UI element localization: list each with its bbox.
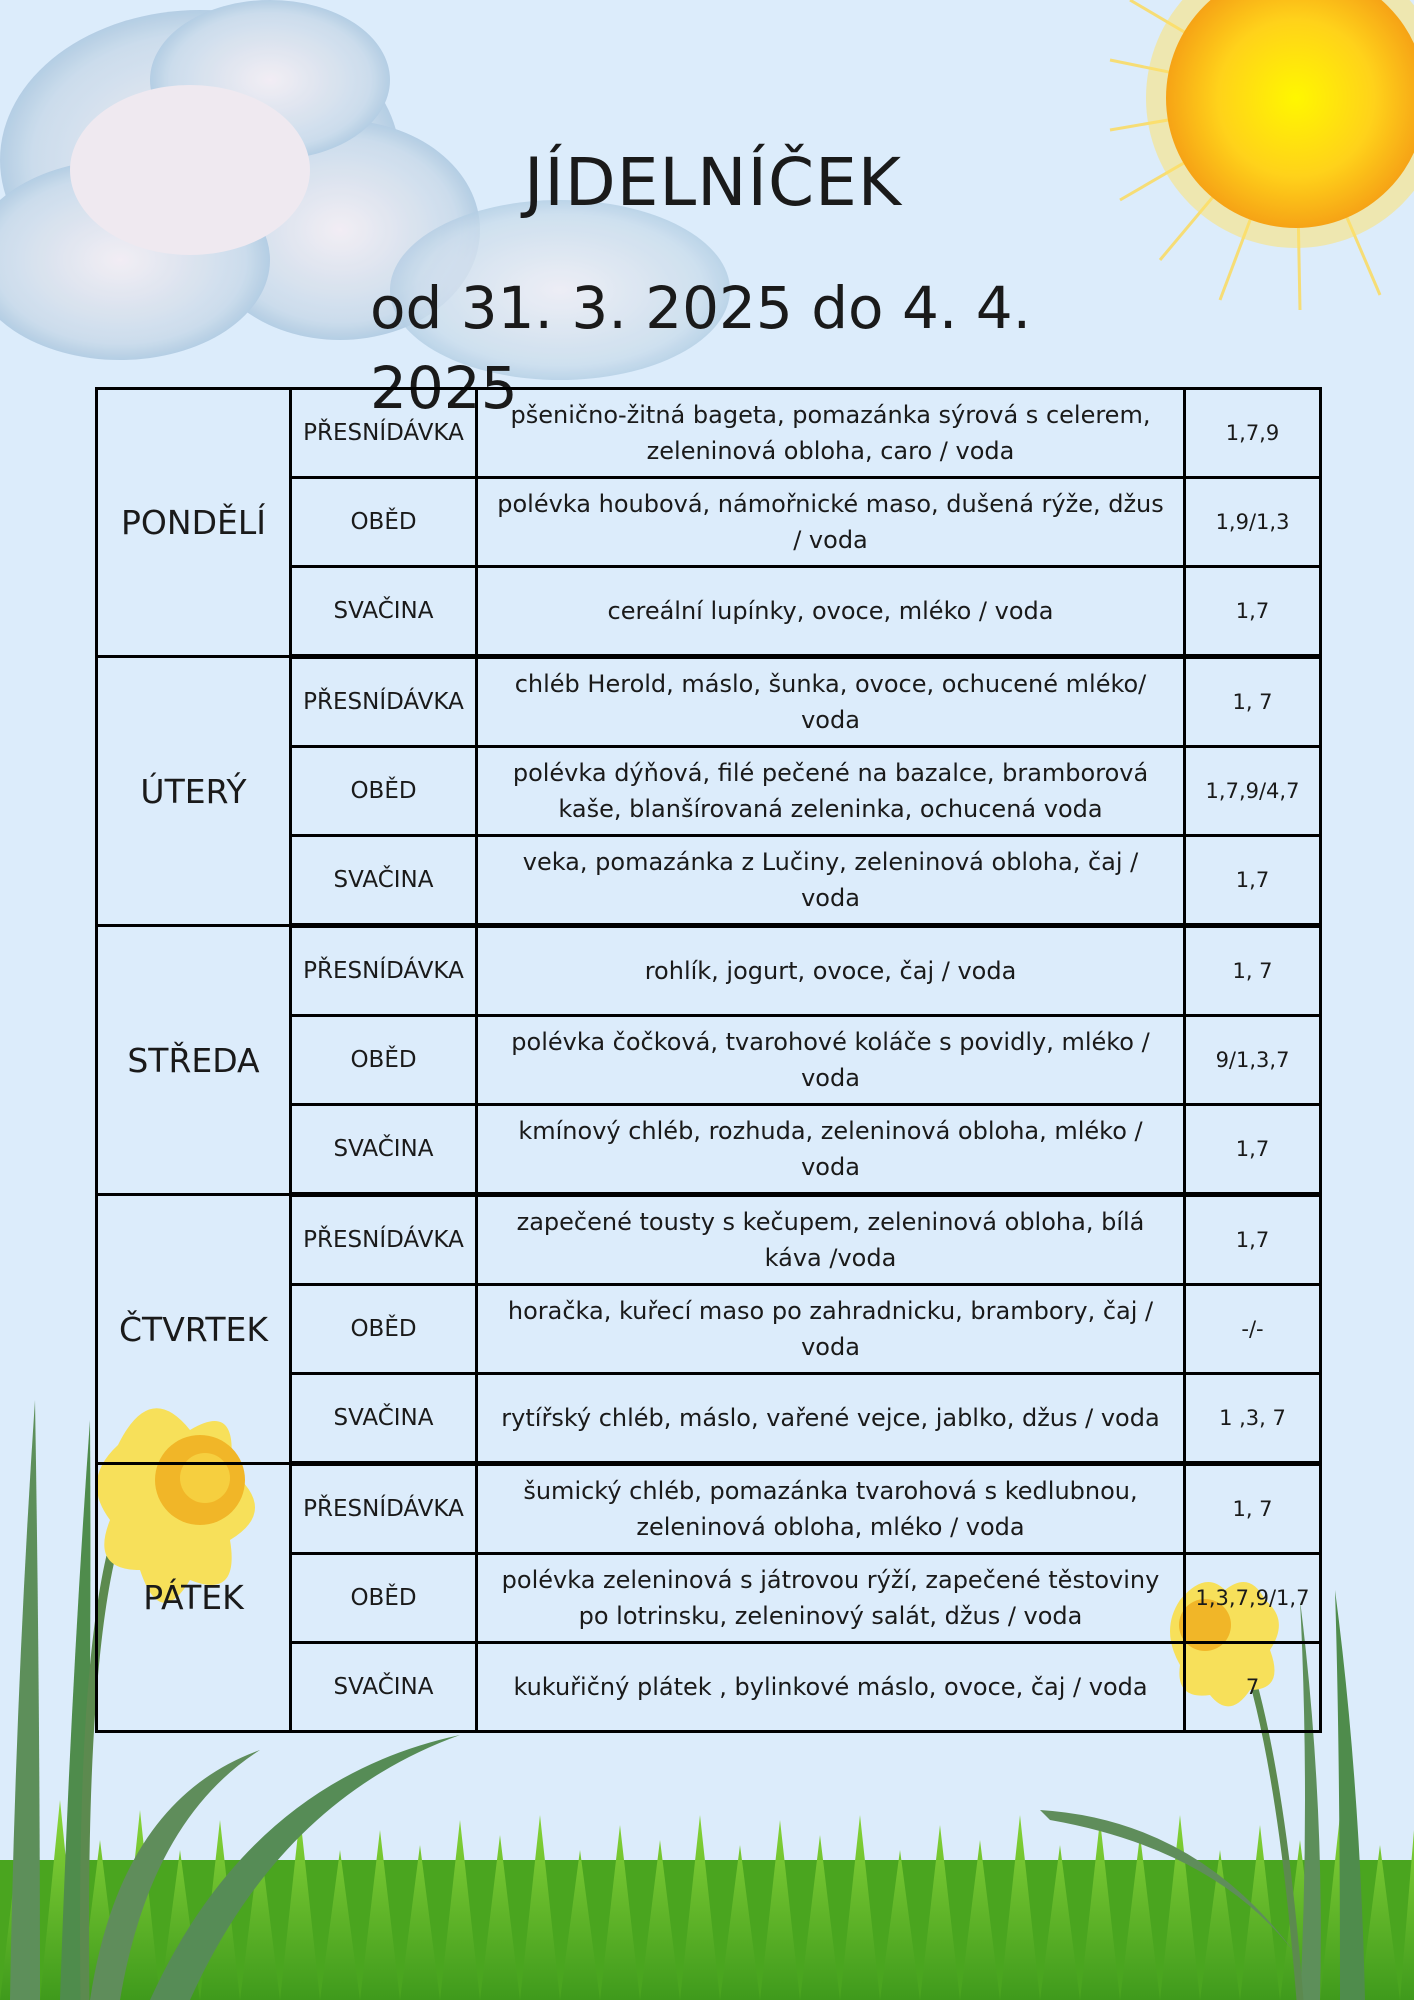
date-range: od 31. 3. 2025 do 4. 4. 2025 — [370, 274, 1032, 422]
allergen-codes: 1, 7 — [1185, 1464, 1321, 1554]
meal-label: PŘESNÍDÁVKA — [291, 1195, 477, 1285]
allergen-codes: 1 ,3, 7 — [1185, 1374, 1321, 1464]
allergen-codes: 1,7 — [1185, 1105, 1321, 1195]
meal-label: SVAČINA — [291, 567, 477, 657]
meal-label: OBĚD — [291, 1016, 477, 1105]
meal-label: PŘESNÍDÁVKA — [291, 389, 477, 478]
allergen-codes: 1,7 — [1185, 836, 1321, 926]
food-description: cereální lupínky, ovoce, mléko / voda — [477, 567, 1185, 657]
allergen-codes: 1,9/1,3 — [1185, 478, 1321, 567]
allergen-codes: 1,7 — [1185, 1195, 1321, 1285]
day-label: PONDĚLÍ — [97, 389, 291, 657]
food-description: zapečené tousty s kečupem, zeleninová obloha, bílá káva /voda — [477, 1195, 1185, 1285]
meal-label: PŘESNÍDÁVKA — [291, 1464, 477, 1554]
allergen-codes: 1, 7 — [1185, 657, 1321, 747]
menu-table — [95, 387, 1322, 1733]
food-description: kukuřičný plátek , bylinkové máslo, ovoce, čaj / voda — [477, 1643, 1185, 1732]
meal-label: OBĚD — [291, 478, 477, 567]
table-row — [97, 926, 1321, 1016]
food-description: kmínový chléb, rozhuda, zeleninová obloha, mléko / voda — [477, 1105, 1185, 1195]
food-description: rytířský chléb, máslo, vařené vejce, jablko, džus / voda — [477, 1374, 1185, 1464]
table-row — [97, 389, 1321, 478]
food-description: rohlík, jogurt, ovoce, čaj / voda — [477, 926, 1185, 1016]
meal-label: SVAČINA — [291, 836, 477, 926]
allergen-codes: 1,3,7,9/1,7 — [1185, 1554, 1321, 1643]
allergen-codes: 9/1,3,7 — [1185, 1016, 1321, 1105]
meal-label: SVAČINA — [291, 1643, 477, 1732]
food-description: polévka houbová, námořnické maso, dušená rýže, džus / voda — [477, 478, 1185, 567]
meal-label: OBĚD — [291, 1554, 477, 1643]
allergen-codes: 1,7 — [1185, 567, 1321, 657]
allergen-codes: 1,7,9/4,7 — [1185, 747, 1321, 836]
allergen-codes: 1,7,9 — [1185, 389, 1321, 478]
day-label: ČTVRTEK — [97, 1195, 291, 1464]
day-label: STŘEDA — [97, 926, 291, 1195]
food-description: polévka čočková, tvarohové koláče s povidly, mléko / voda — [477, 1016, 1185, 1105]
food-description: chléb Herold, máslo, šunka, ovoce, ochucené mléko/ voda — [477, 657, 1185, 747]
allergen-codes: -/- — [1185, 1285, 1321, 1374]
table-row — [97, 657, 1321, 747]
meal-label: PŘESNÍDÁVKA — [291, 657, 477, 747]
allergen-codes: 7 — [1185, 1643, 1321, 1732]
food-description: horačka, kuřecí maso po zahradnicku, brambory, čaj / voda — [477, 1285, 1185, 1374]
table-row — [97, 1464, 1321, 1554]
meal-label: SVAČINA — [291, 1105, 477, 1195]
food-description: pšeničnо-žitná bageta, pomazánka sýrová s celerem, zeleninová obloha, caro / voda — [477, 389, 1185, 478]
food-description: veka, pomazánka z Lučiny, zeleninová obloha, čaj / voda — [477, 836, 1185, 926]
meal-label: OBĚD — [291, 747, 477, 836]
page-title: JÍDELNÍČEK — [523, 144, 903, 221]
food-description: polévka dýňová, filé pečené na bazalce, bramborová kaše, blanšírovaná zeleninka, ochucená voda — [477, 747, 1185, 836]
day-label: ÚTERÝ — [97, 657, 291, 926]
meal-label: PŘESNÍDÁVKA — [291, 926, 477, 1016]
meal-label: OBĚD — [291, 1285, 477, 1374]
meal-label: SVAČINA — [291, 1374, 477, 1464]
food-description: polévka zeleninová s játrovou rýží, zapečené těstoviny po lotrinsku, zeleninový salát, džus / voda — [477, 1554, 1185, 1643]
table-row — [97, 1195, 1321, 1285]
day-label: PÁTEK — [97, 1464, 291, 1732]
food-description: šumický chléb, pomazánka tvarohová s kedlubnou, zeleninová obloha, mléko / voda — [477, 1464, 1185, 1554]
allergen-codes: 1, 7 — [1185, 926, 1321, 1016]
